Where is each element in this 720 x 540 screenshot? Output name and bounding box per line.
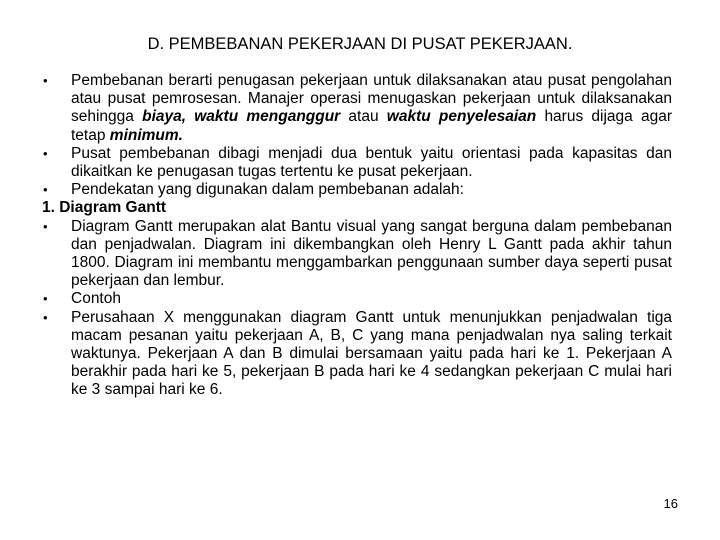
emphasis-text: minimum. (109, 126, 183, 144)
bullet-item-example (42, 309, 672, 400)
slide-content (42, 72, 672, 400)
bullet-text: Diagram Gantt merupakan alat Bantu visual yang sangat berguna dalam pembebanan dan penjadwalan. Diagram ini dikembangkan oleh Henry L Gantt pada akhir tahun 1800. Diagram ini membantu menggambarkan penggunaan sumber daya seperti pusat pekerjaan dan lembur. (71, 217, 672, 290)
bullet-text: Pendekatan yang digunakan dalam pembebanan adalah: (71, 181, 464, 199)
bullet-marker: • (43, 182, 48, 198)
bullet-text: Pusat pembebanan dibagi menjadi dua bentuk yaitu orientasi pada kapasitas dan dikaitkan ke penugasan tugas tertentu ke pusat pekerjaan. (71, 144, 672, 181)
bullet-item-definition (42, 72, 672, 145)
emphasis-text: biaya, waktu menganggur (142, 108, 341, 126)
text-segment: Pembebanan berarti penugasan pekerjaan untuk dilaksanakan atau pusat pengolahan atau pusat pemrosesan. Manajer operasi menugaskan pekerjaan untuk dilaksanakan sehingga (71, 72, 672, 126)
section-heading: 1. Diagram Gantt (42, 199, 167, 217)
bullet-marker: • (43, 73, 48, 88)
page-number: 16 (663, 496, 678, 511)
bullet-marker: • (43, 218, 48, 234)
text-segment: atau (340, 108, 387, 126)
bullet-text: Contoh (71, 290, 121, 308)
bullet-text: Perusahaan X menggunakan diagram Gantt untuk menunjukkan penjadwalan tiga macam pesanan yaitu pekerjaan A, B, C yang mana penjadwalan nya saling terkait waktunya. Pekerjaan A dan B dimulai bersamaan yaitu pada hari ke 1. Pekerjaan A berakhir pada hari ke 5, pekerjaan B pada hari ke 4 sedangkan pekerjaan C mulai hari ke 3 sampai hari ke 6. (71, 308, 672, 399)
emphasis-text: waktu penyelesaian (386, 108, 537, 126)
bullet-item-load-center (42, 145, 672, 181)
bullet-item-example-label (42, 290, 672, 308)
bullet-text (71, 72, 672, 145)
slide-title: D. PEMBEBANAN PEKERJAAN DI PUSAT PEKERJAAN. (147, 35, 573, 53)
bullet-marker: • (43, 145, 48, 161)
bullet-marker: • (43, 309, 48, 325)
text-segment: harus dijaga agar tetap (71, 108, 672, 144)
bullet-item-approach (42, 181, 672, 199)
bullet-item-gantt (42, 218, 672, 291)
bullet-marker: • (43, 291, 48, 307)
